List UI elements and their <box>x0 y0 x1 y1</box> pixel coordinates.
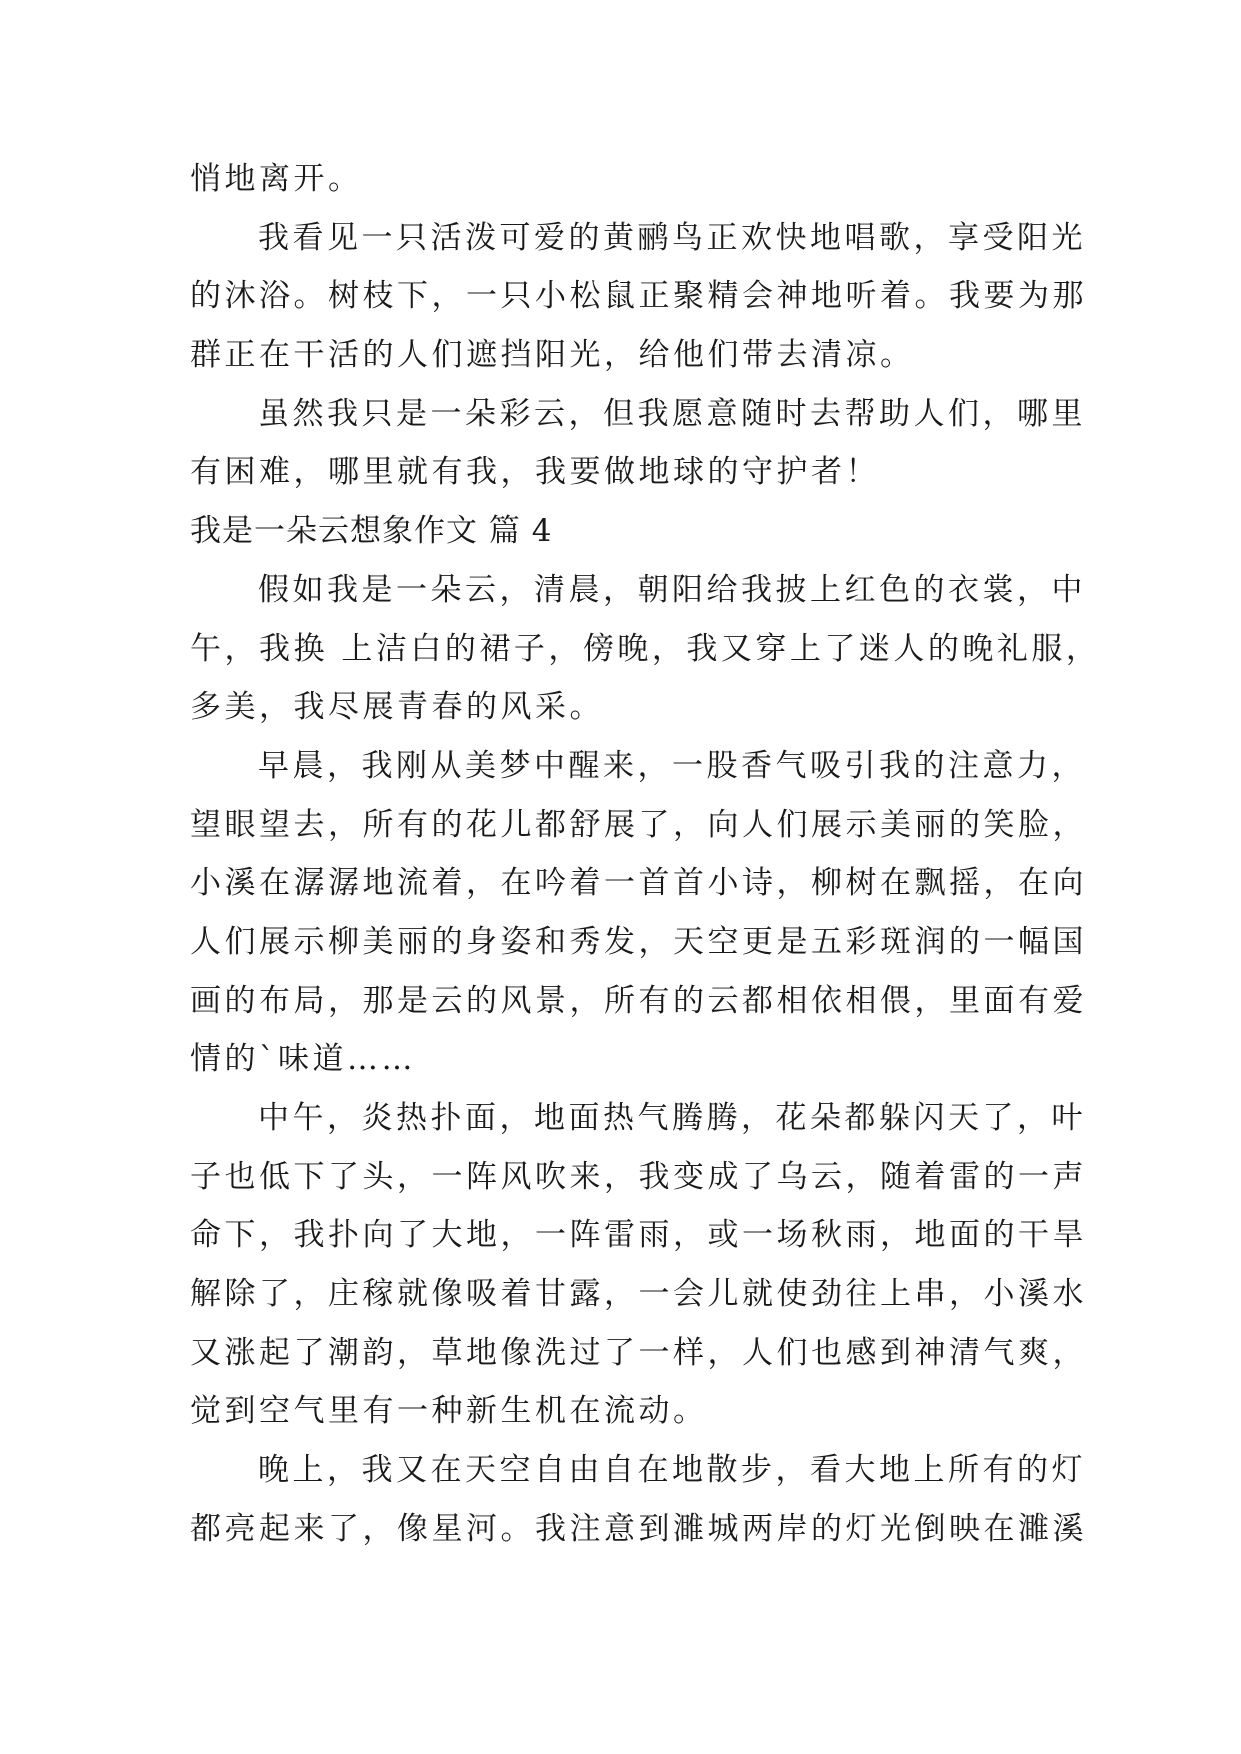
paragraph-first-line: 中午，炎热扑面，地面热气腾腾，花朵都躲闪天了，叶 <box>258 1100 1086 1136</box>
text-line: 画的布局，那是云的风景，所有的云都相依相偎，里面有爱 <box>190 982 1087 1019</box>
text-line: 有困难，哪里就有我，我要做地球的守护者！ <box>190 454 880 491</box>
paragraph-first-line: 我看见一只活泼可爱的黄鹂鸟正欢快地唱歌，享受阳光 <box>258 219 1086 256</box>
paragraph-first-line: 早晨，我刚从美梦中醒来，一股香气吸引我的注意力， <box>258 747 1086 784</box>
text-line: 觉到空气里有一种新生机在流动。 <box>190 1393 708 1430</box>
text-line: 人们展示柳美丽的身姿和秀发，天空更是五彩斑润的一幅国 <box>190 923 1087 960</box>
text-line: 都亮起来了，像星河。我注意到濉城两岸的灯光倒映在濉溪 <box>190 1510 1087 1547</box>
text-line: 命下，我扑向了大地，一阵雷雨，或一场秋雨，地面的干旱 <box>190 1217 1087 1254</box>
text-line: 情的`味道…… <box>190 1041 416 1078</box>
document-body <box>190 150 1101 1559</box>
text-line: 悄地离开。 <box>190 161 363 197</box>
text-line: 又涨起了潮韵，草地像洗过了一样，人们也感到神清气爽， <box>190 1334 1087 1371</box>
text-line: 多美，我尽展青春的风采。 <box>190 689 604 726</box>
section-heading: 我是一朵云想象作文 篇 4 <box>190 513 553 550</box>
paragraph-first-line: 晚上，我又在天空自由自在地散步，看大地上所有的灯 <box>258 1452 1086 1489</box>
text-line: 群正在干活的人们遮挡阳光，给他们带去清凉。 <box>190 337 915 374</box>
paragraph-first-line: 虽然我只是一朵彩云，但我愿意随时去帮助人们，哪里 <box>258 395 1086 432</box>
text-line: 午，我换 上洁白的裙子，傍晚，我又穿上了迷人的晚礼服， <box>190 630 1101 667</box>
text-line: 子也低下了头，一阵风吹来，我变成了乌云，随着雷的一声 <box>190 1158 1087 1195</box>
paragraph-first-line: 假如我是一朵云，清晨，朝阳给我披上红色的衣裳，中 <box>258 571 1086 608</box>
text-line: 的沐浴。树枝下，一只小松鼠正聚精会神地听着。我要为那 <box>190 278 1087 315</box>
text-line: 望眼望去，所有的花儿都舒展了，向人们展示美丽的笑脸， <box>190 806 1087 843</box>
text-line: 解除了，庄稼就像吸着甘露，一会儿就使劲往上串，小溪水 <box>190 1276 1087 1313</box>
text-line: 小溪在潺潺地流着，在吟着一首首小诗，柳树在飘摇，在向 <box>190 865 1087 902</box>
